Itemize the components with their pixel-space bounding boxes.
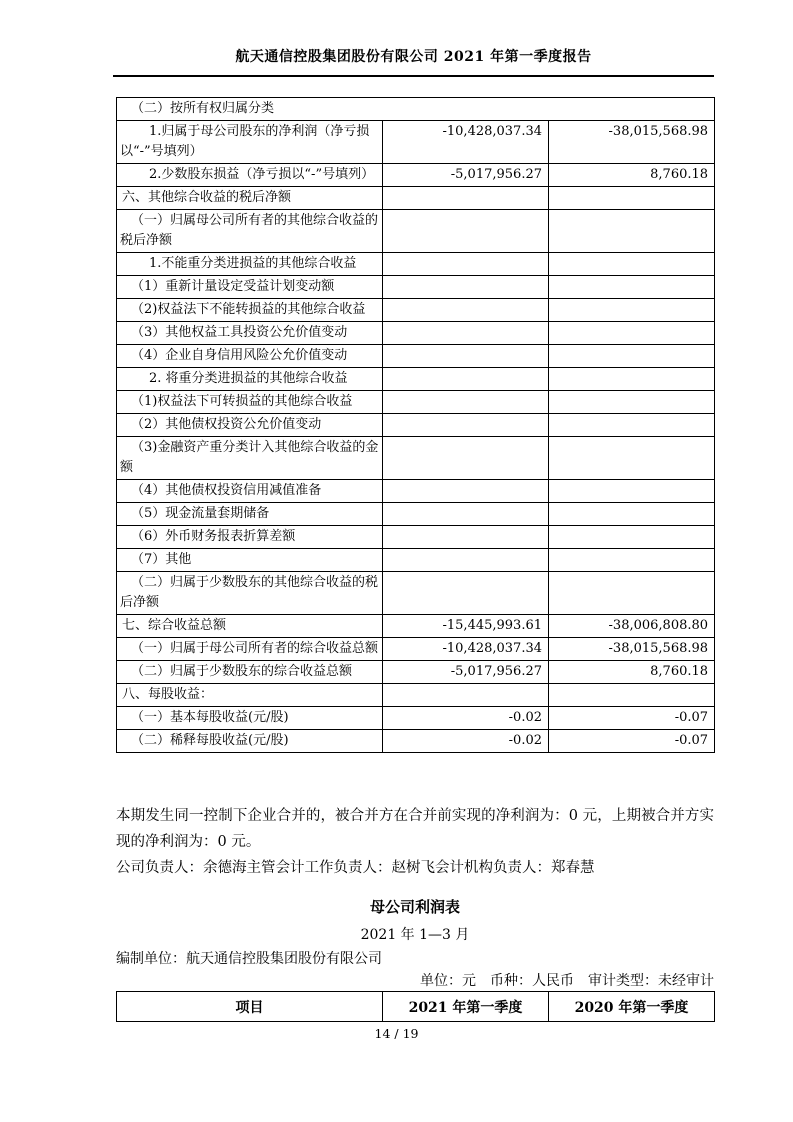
row-label-cell: （二）稀释每股收益(元/股) <box>117 730 383 753</box>
value-2021-cell <box>383 414 549 437</box>
value-2021-cell <box>383 187 549 210</box>
table-row <box>117 368 715 391</box>
value-2020-cell: -38,015,568.98 <box>549 638 715 661</box>
column-header-item: 项目 <box>117 992 383 1022</box>
table-row <box>117 661 715 684</box>
row-label-cell: （一）基本每股收益(元/股) <box>117 707 383 730</box>
value-2021-cell <box>383 503 549 526</box>
table-row <box>117 253 715 276</box>
value-2021-cell <box>383 368 549 391</box>
row-label-cell: （二）按所有权归属分类 <box>117 98 715 121</box>
row-label-cell: （4）企业自身信用风险公允价值变动 <box>117 345 383 368</box>
table-row <box>117 638 715 661</box>
table-row <box>117 276 715 299</box>
row-label-cell: （6）外币财务报表折算差额 <box>117 526 383 549</box>
value-2021-cell <box>383 210 549 253</box>
row-label-cell: （3)金融资产重分类计入其他综合收益的金额 <box>117 437 383 480</box>
merger-note-text: 本期发生同一控制下企业合并的，被合并方在合并前实现的净利润为：0 元，上期被合并方实现的净利润为：0 元。 <box>116 808 714 850</box>
parent-statement-prepared-by: 编制单位：航天通信控股集团股份有限公司 <box>116 951 382 967</box>
value-2021-cell <box>383 437 549 480</box>
value-2021-cell <box>383 345 549 368</box>
value-2020-cell <box>549 572 715 615</box>
row-label-cell: 1.归属于母公司股东的净利润（净亏损以“-”号填列） <box>117 121 383 164</box>
table-row <box>117 684 715 707</box>
table-row <box>117 414 715 437</box>
value-2020-cell <box>549 526 715 549</box>
row-label-cell: （二）归属于少数股东的综合收益总额 <box>117 661 383 684</box>
value-2020-cell <box>549 414 715 437</box>
column-header-2020-q1: 2020 年第一季度 <box>549 992 715 1022</box>
value-2020-cell <box>549 503 715 526</box>
parent-statement-unit-currency-audit: 单位：元 币种：人民币 审计类型：未经审计 <box>420 973 714 989</box>
table-row <box>117 549 715 572</box>
row-label-cell: 八、每股收益： <box>117 684 383 707</box>
value-2021-cell <box>383 253 549 276</box>
table-row <box>117 345 715 368</box>
value-2020-cell <box>549 187 715 210</box>
table-row <box>117 572 715 615</box>
value-2020-cell <box>549 322 715 345</box>
table-row <box>117 98 715 121</box>
table-row <box>117 615 715 638</box>
value-2021-cell: -15,445,993.61 <box>383 615 549 638</box>
signatories-text: 公司负责人：余德海主管会计工作负责人：赵树飞会计机构负责人：郑春慧 <box>116 860 595 876</box>
row-label-cell: （1）重新计量设定受益计划变动额 <box>117 276 383 299</box>
value-2020-cell <box>549 368 715 391</box>
table-row <box>117 164 715 187</box>
row-label-cell: （二）归属于少数股东的其他综合收益的税后净额 <box>117 572 383 615</box>
value-2021-cell: -10,428,037.34 <box>383 638 549 661</box>
value-2021-cell <box>383 391 549 414</box>
value-2021-cell: -5,017,956.27 <box>383 164 549 187</box>
value-2020-cell <box>549 210 715 253</box>
income-statement-table <box>116 97 715 753</box>
value-2021-cell: -5,017,956.27 <box>383 661 549 684</box>
value-2020-cell: -0.07 <box>549 730 715 753</box>
value-2021-cell <box>383 276 549 299</box>
value-2020-cell <box>549 276 715 299</box>
value-2021-cell <box>383 549 549 572</box>
value-2021-cell <box>383 322 549 345</box>
value-2020-cell: 8,760.18 <box>549 661 715 684</box>
value-2020-cell <box>549 299 715 322</box>
table-row <box>117 526 715 549</box>
parent-statement-header-table <box>116 991 715 1022</box>
value-2020-cell <box>549 345 715 368</box>
value-2020-cell <box>549 684 715 707</box>
row-label-cell: （2）其他债权投资公允价值变动 <box>117 414 383 437</box>
value-2020-cell: -0.07 <box>549 707 715 730</box>
value-2021-cell <box>383 684 549 707</box>
value-2021-cell: -0.02 <box>383 730 549 753</box>
value-2021-cell <box>383 572 549 615</box>
row-label-cell: （4）其他债权投资信用减值准备 <box>117 480 383 503</box>
row-label-cell: 2. 将重分类进损益的其他综合收益 <box>117 368 383 391</box>
value-2020-cell <box>549 480 715 503</box>
row-label-cell: 七、综合收益总额 <box>117 615 383 638</box>
row-label-cell: （5）现金流量套期储备 <box>117 503 383 526</box>
table-row <box>117 503 715 526</box>
table-row <box>117 121 715 164</box>
table-row <box>117 730 715 753</box>
table-header-row <box>117 992 715 1022</box>
value-2020-cell <box>549 391 715 414</box>
row-label-cell: （7）其他 <box>117 549 383 572</box>
table-row <box>117 480 715 503</box>
table-row <box>117 707 715 730</box>
value-2021-cell <box>383 299 549 322</box>
row-label-cell: 六、其他综合收益的税后净额 <box>117 187 383 210</box>
parent-statement-title: 母公司利润表 <box>369 898 460 916</box>
table-row <box>117 322 715 345</box>
notes-block <box>116 803 714 881</box>
row-label-cell: 2.少数股东损益（净亏损以“-”号填列） <box>117 164 383 187</box>
page-number: 14 / 19 <box>374 1026 419 1041</box>
row-label-cell: 1.不能重分类进损益的其他综合收益 <box>117 253 383 276</box>
row-label-cell: （2)权益法下不能转损益的其他综合收益 <box>117 299 383 322</box>
table-row <box>117 437 715 480</box>
parent-statement-period: 2021 年 1—3 月 <box>360 927 470 943</box>
value-2020-cell: -38,006,808.80 <box>549 615 715 638</box>
value-2021-cell <box>383 480 549 503</box>
value-2020-cell <box>549 437 715 480</box>
value-2021-cell: -0.02 <box>383 707 549 730</box>
row-label-cell: （3）其他权益工具投资公允价值变动 <box>117 322 383 345</box>
value-2020-cell <box>549 253 715 276</box>
column-header-2021-q1: 2021 年第一季度 <box>383 992 549 1022</box>
value-2021-cell: -10,428,037.34 <box>383 121 549 164</box>
value-2021-cell <box>383 526 549 549</box>
value-2020-cell: 8,760.18 <box>549 164 715 187</box>
row-label-cell: （一）归属母公司所有者的其他综合收益的税后净额 <box>117 210 383 253</box>
table-row <box>117 210 715 253</box>
document-header-title: 航天通信控股集团股份有限公司 2021 年第一季度报告 <box>113 46 714 77</box>
table-row <box>117 299 715 322</box>
table-row <box>117 391 715 414</box>
table-row <box>117 187 715 210</box>
value-2020-cell: -38,015,568.98 <box>549 121 715 164</box>
value-2020-cell <box>549 549 715 572</box>
row-label-cell: （1)权益法下可转损益的其他综合收益 <box>117 391 383 414</box>
row-label-cell: （一）归属于母公司所有者的综合收益总额 <box>117 638 383 661</box>
